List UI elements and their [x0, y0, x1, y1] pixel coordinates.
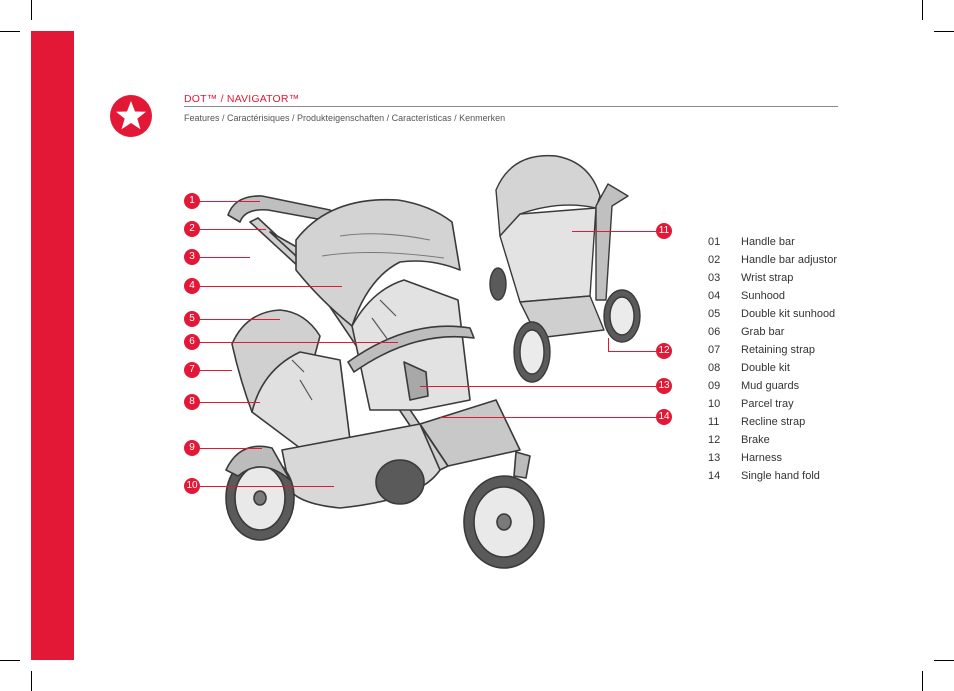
feature-number: 13: [708, 452, 721, 464]
callout-leader: [198, 319, 280, 320]
feature-label: Double kit sunhood: [741, 308, 836, 320]
feature-number: 06: [708, 326, 721, 338]
features-list: [708, 236, 908, 488]
feature-label: Double kit: [741, 362, 790, 374]
callout-badge: 13: [656, 378, 672, 394]
page-title: DOT™ / NAVIGATOR™: [184, 93, 300, 105]
callout-badge: 1: [184, 193, 200, 209]
callout-badge: 12: [656, 343, 672, 359]
feature-label: Single hand fold: [741, 470, 820, 482]
feature-number: 09: [708, 380, 721, 392]
callout-leader: [198, 486, 334, 487]
callout-leader: [198, 286, 342, 287]
callout-badge: 2: [184, 221, 200, 237]
list-item: [708, 290, 908, 308]
feature-number: 01: [708, 236, 721, 248]
callout-leader: [572, 231, 656, 232]
callout-leader: [198, 402, 260, 403]
callout-leader: [608, 351, 656, 352]
feature-label: Harness: [741, 452, 782, 464]
feature-number: 08: [708, 362, 721, 374]
callout-leader: [440, 417, 656, 418]
feature-number: 07: [708, 344, 721, 356]
callout-leader: [198, 370, 232, 371]
callout-leader: [198, 342, 398, 343]
callout-badge: 10: [184, 478, 200, 494]
list-item: [708, 380, 908, 398]
callout-badge: 14: [656, 409, 672, 425]
list-item: [708, 236, 908, 254]
list-item: [708, 362, 908, 380]
list-item: [708, 398, 908, 416]
callout-badge: 6: [184, 334, 200, 350]
feature-label: Sunhood: [741, 290, 786, 302]
feature-number: 12: [708, 434, 721, 446]
list-item: [708, 470, 908, 488]
callout-badge: 4: [184, 278, 200, 294]
callout-badge: 3: [184, 249, 200, 265]
feature-label: Grab bar: [741, 326, 785, 338]
feature-label: Handle bar: [741, 236, 795, 248]
callout-leader: [198, 257, 250, 258]
feature-label: Recline strap: [741, 416, 806, 428]
list-item: [708, 308, 908, 326]
feature-label: Wrist strap: [741, 272, 794, 284]
feature-number: 04: [708, 290, 721, 302]
list-item: [708, 326, 908, 344]
callout-leader: [608, 338, 609, 351]
feature-label: Mud guards: [741, 380, 800, 392]
callout-badge: 7: [184, 362, 200, 378]
feature-number: 05: [708, 308, 721, 320]
feature-number: 03: [708, 272, 721, 284]
callout-leader: [420, 386, 656, 387]
feature-number: 11: [708, 416, 720, 428]
feature-label: Retaining strap: [741, 344, 815, 356]
feature-number: 14: [708, 470, 721, 482]
list-item: [708, 434, 908, 452]
feature-label: Parcel tray: [741, 398, 794, 410]
list-item: [708, 416, 908, 434]
callout-badge: 5: [184, 311, 200, 327]
feature-number: 10: [708, 398, 721, 410]
list-item: [708, 254, 908, 272]
callout-badge: 9: [184, 440, 200, 456]
callout-leader: [198, 229, 266, 230]
callout-badge: 8: [184, 394, 200, 410]
callout-badge: 11: [656, 223, 672, 239]
list-item: [708, 452, 908, 470]
callout-leader: [198, 448, 262, 449]
callout-leader: [198, 201, 260, 202]
list-item: [708, 272, 908, 290]
list-item: [708, 344, 908, 362]
feature-number: 02: [708, 254, 721, 266]
page-subtitle: Features / Caractérisiques / Produkteigenschaften / Características / Kenmerken: [184, 113, 506, 123]
feature-label: Brake: [741, 434, 770, 446]
feature-label: Handle bar adjustor: [741, 254, 838, 266]
